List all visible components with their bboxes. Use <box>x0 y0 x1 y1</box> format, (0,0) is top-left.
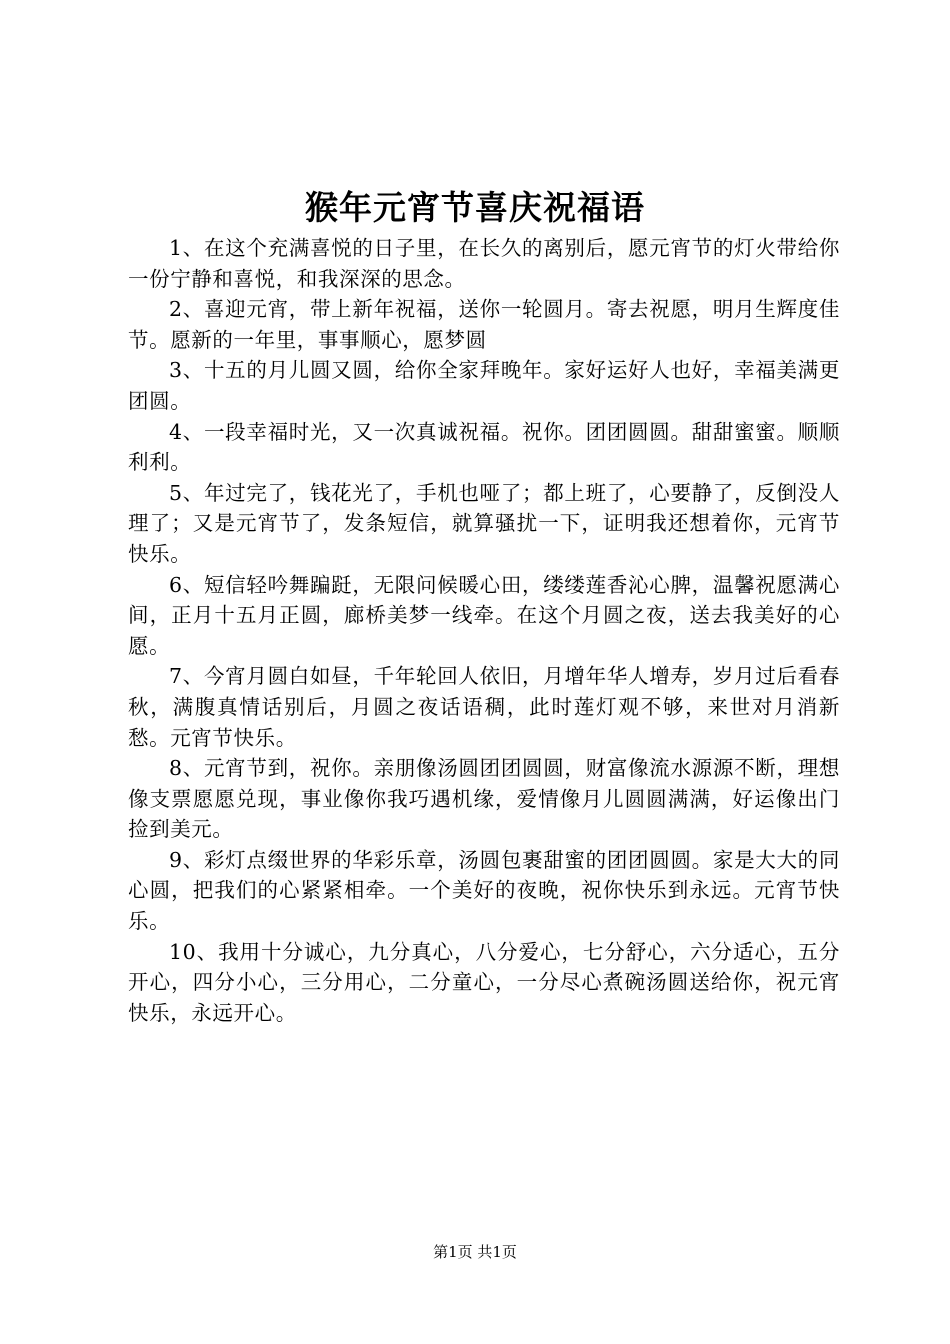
paragraph-3: 3、十五的月儿圆又圆，给你全家拜晚年。家好运好人也好，幸福美满更团圆。 <box>128 358 840 413</box>
paragraph-5: 5、年过完了，钱花光了，手机也哑了；都上班了，心要静了，反倒没人理了；又是元宵节了，发条短信，就算骚扰一下，证明我还想着你，元宵节快乐。 <box>128 480 840 566</box>
document-body <box>128 233 840 1028</box>
paragraph-4: 4、一段幸福时光，又一次真诚祝福。祝你。团团圆圆。甜甜蜜蜜。顺顺利利。 <box>128 419 840 475</box>
page-footer: 第1页 共1页 <box>433 1243 517 1261</box>
paragraph-8: 8、元宵节到，祝你。亲朋像汤圆团团圆圆，财富像流水源源不断，理想像支票愿愿兑现，事业像你我巧遇机缘，爱情像月儿圆圆满满，好运像出门捡到美元。 <box>128 756 840 842</box>
paragraph-7: 7、今宵月圆白如昼，千年轮回人依旧，月增年华人增寿，岁月过后看春秋，满腹真情话别后，月圆之夜话语稠，此时莲灯观不够，来世对月消新愁。元宵节快乐。 <box>128 664 840 750</box>
document-title: 猴年元宵节喜庆祝福语 <box>305 188 645 227</box>
paragraph-9: 9、彩灯点缀世界的华彩乐章，汤圆包裹甜蜜的团团圆圆。家是大大的同心圆，把我们的心紧紧相牵。一个美好的夜晚，祝你快乐到永远。元宵节快乐。 <box>128 847 840 934</box>
paragraph-10: 10、我用十分诚心，九分真心，八分爱心，七分舒心，六分适心，五分开心，四分小心，三分用心，二分童心，一分尽心煮碗汤圆送给你，祝元宵快乐，永远开心。 <box>128 939 840 1025</box>
paragraph-1: 1、在这个充满喜悦的日子里，在长久的离别后，愿元宵节的灯火带给你一份宁静和喜悦，和我深深的思念。 <box>128 236 840 291</box>
paragraph-2: 2、喜迎元宵，带上新年祝福，送你一轮圆月。寄去祝愿，明月生辉度佳节。愿新的一年里，事事顺心，愿梦圆 <box>128 297 840 352</box>
paragraph-6: 6、短信轻吟舞蹁跹，无限问候暖心田，缕缕莲香沁心脾，温馨祝愿满心间，正月十五月正圆，廊桥美梦一线牵。在这个月圆之夜，送去我美好的心愿。 <box>128 572 840 658</box>
